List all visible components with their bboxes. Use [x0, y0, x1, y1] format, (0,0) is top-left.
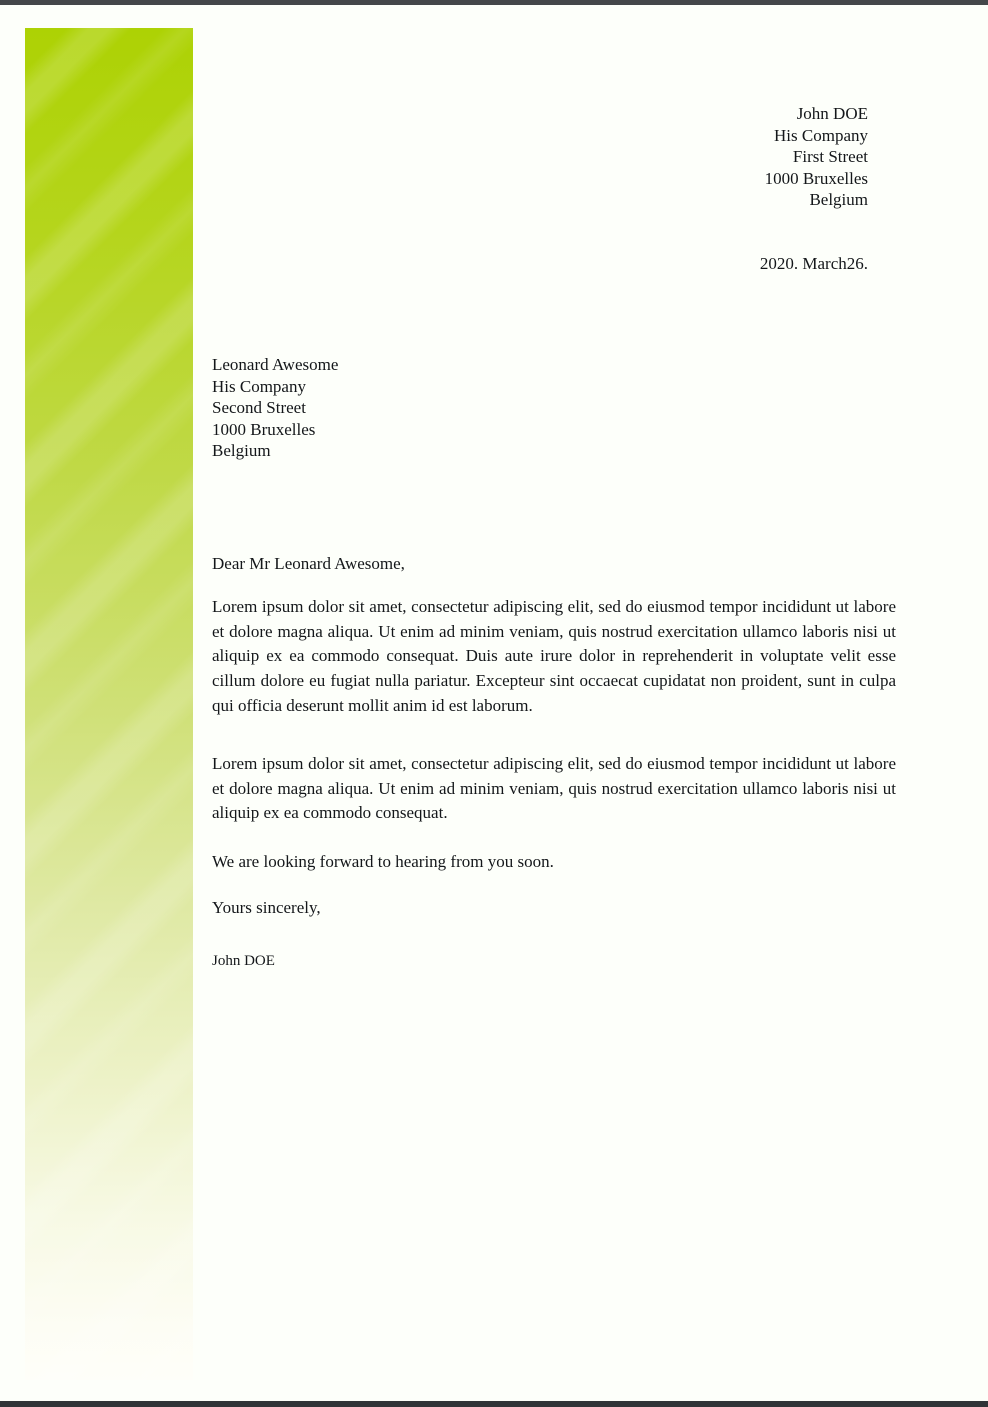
sender-address-line: First Street: [792, 147, 868, 166]
recipient-address-block: [212, 354, 338, 462]
sender-address-block: [765, 103, 868, 211]
recipient-address-line: Leonard Awesome: [212, 355, 339, 374]
body-paragraph: We are looking forward to hearing from you soon.: [212, 852, 554, 871]
sender-address-line: Belgium: [809, 190, 868, 209]
recipient-address-line: Belgium: [212, 441, 271, 460]
recipient-address-line: Second Street: [212, 398, 306, 417]
body-paragraph: Lorem ipsum dolor sit amet, consectetur adipiscing elit, sed do eiusmod tempor incididunt ut labore et dolore magna aliqua. Ut enim ad minim veniam, quis nostrud exercitation ullamco laboris nisi ut aliquip ex ea commodo consequat. Duis aute irure dolor in reprehenderit in voluptate velit esse cillum dolore eu fugiat nulla pariatur. Excepteur sint occaecat cupidatat non proident, sunt in culpa qui officia deserunt mollit anim id est laborum.: [212, 597, 896, 715]
sender-address-line: His Company: [774, 125, 868, 145]
recipient-address-line: 1000 Bruxelles: [212, 419, 316, 439]
body-paragraph: Lorem ipsum dolor sit amet, consectetur adipiscing elit, sed do eiusmod tempor incididunt ut labore et dolore magna aliqua. Ut enim ad minim veniam, quis nostrud exercitation ullamco laboris nisi ut aliquip ex ea commodo consequat.: [212, 754, 896, 823]
letter-date: 2020. March26.: [759, 254, 868, 273]
closing-phrase: Yours sincerely,: [212, 898, 321, 917]
salutation: Dear Mr Leonard Awesome,: [212, 554, 405, 573]
recipient-address-line: His Company: [212, 376, 306, 396]
sender-address-line: John DOE: [796, 104, 868, 123]
signature-name: John DOE: [212, 953, 275, 969]
top-border-bar: [0, 0, 988, 5]
sender-address-line: 1000 Bruxelles: [764, 168, 868, 188]
bottom-border-bar: [0, 1401, 988, 1407]
decorative-gradient-sidebar: [25, 28, 193, 1380]
